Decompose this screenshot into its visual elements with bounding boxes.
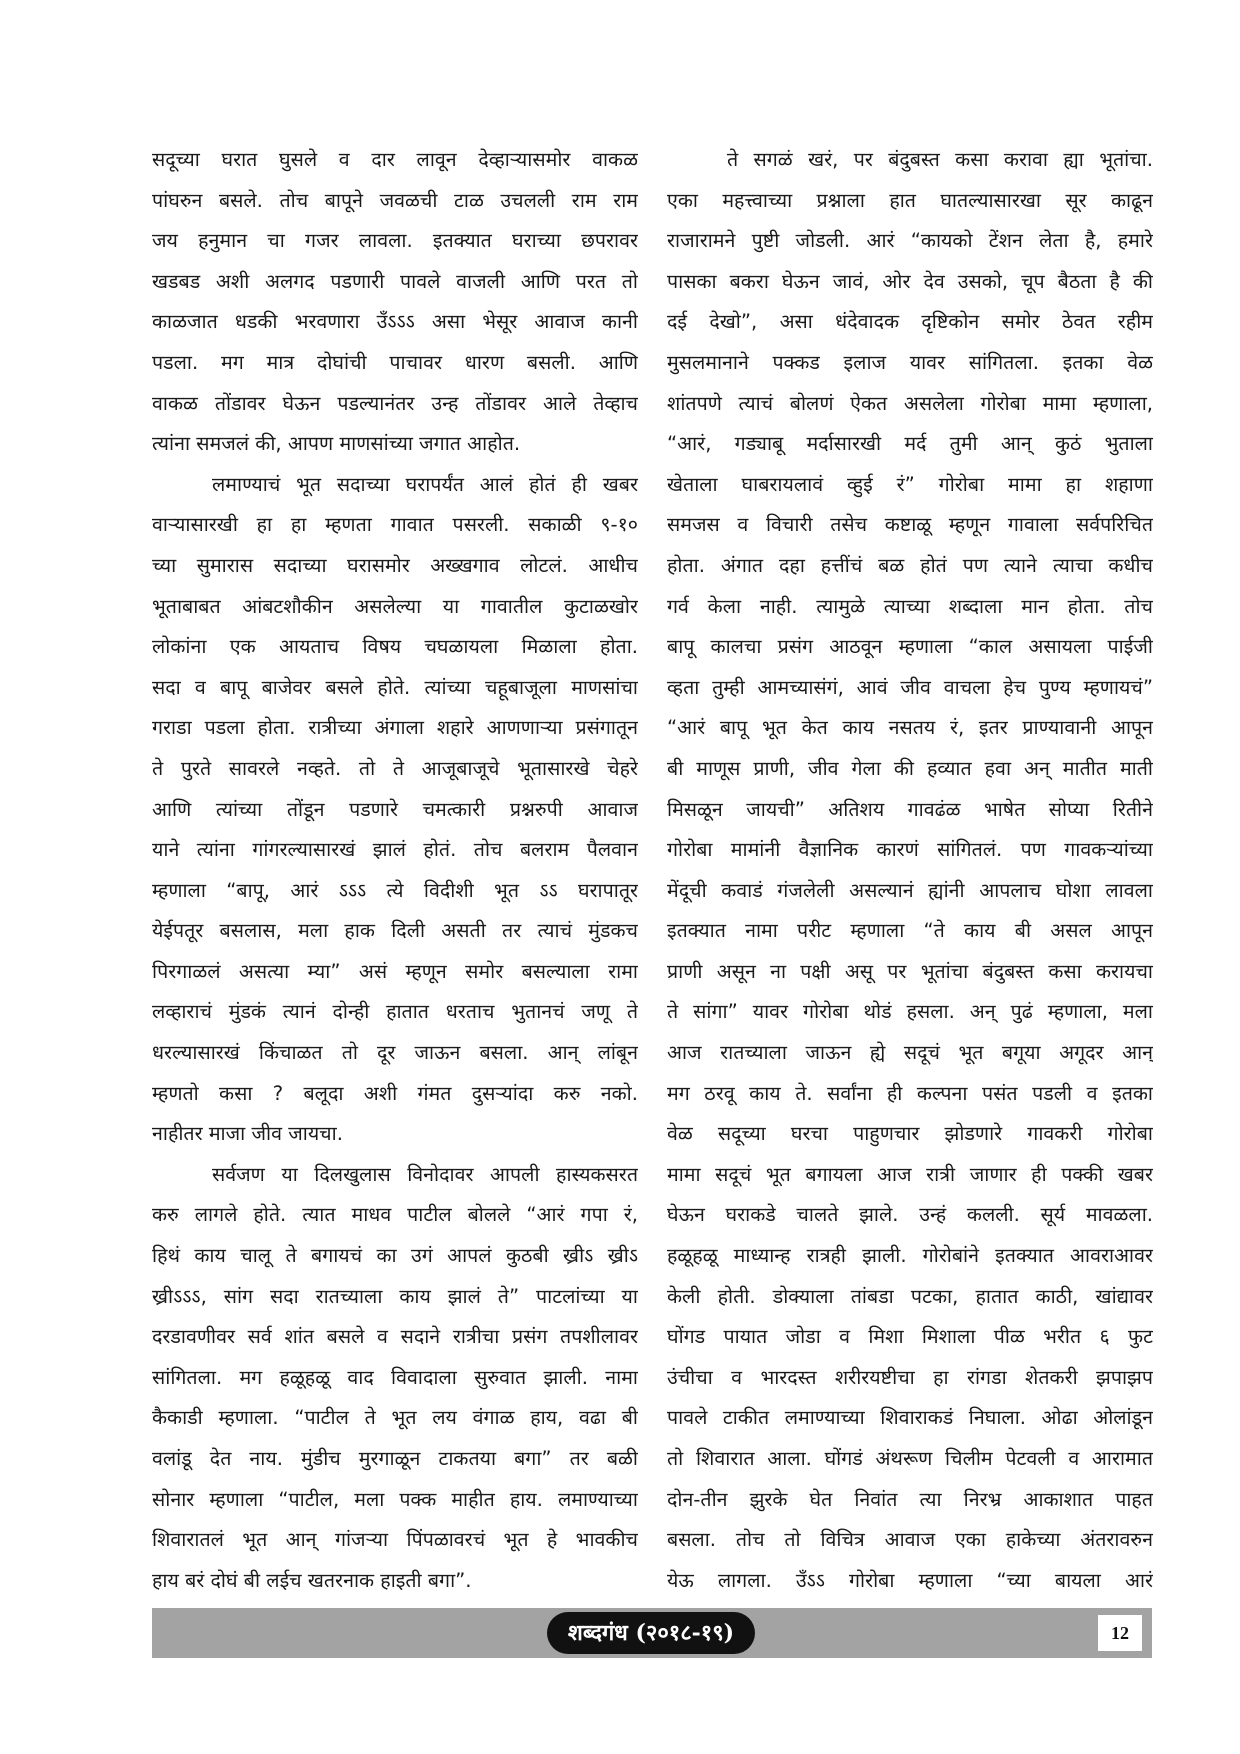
text-line: खेताला घाबरायलावं व्हुई रं” गोरोबा मामा हा शहाणा [667, 472, 1153, 496]
text-line: ते सांगा” यावर गोरोबा थोडं हसला. अन् पुढं म्हणाला, मला [667, 1000, 1153, 1024]
text-line: त्यांना समजलं की, आपण माणसांच्या जगात आहोत. [152, 432, 521, 456]
text-line: पावले टाकीत लमाण्याच्या शिवाराकडं निघाला. ओढा ओलांडून [667, 1406, 1153, 1430]
text-line: घोंगड पायात जोडा व मिशा मिशाला पीळ भरीत ६ फुट [667, 1325, 1153, 1349]
right-column [667, 140, 1153, 1601]
text-line: घेऊन घराकडे चालते झाले. उन्हं कलली. सूर्य मावळला. [667, 1203, 1153, 1227]
text-line: सांगितला. मग हळूहळू वाद विवादाला सुरुवात झाली. नामा [152, 1365, 638, 1389]
text-line: गर्व केला नाही. त्यामुळे त्याच्या शब्दाला मान होता. तोच [667, 594, 1153, 618]
text-line: धरल्यासारखं किंचाळत तो दूर जाऊन बसला. आन् लांबून [152, 1041, 638, 1065]
text-line: वाऱ्यासारखी हा हा म्हणता गावात पसरली. सकाळी ९-१० [152, 513, 638, 537]
text-line: प्राणी असून ना पक्षी असू पर भूतांचा बंदुबस्त कसा करायचा [667, 959, 1153, 983]
paragraph-start-line: सर्वजण या दिलखुलास विनोदावर आपली हास्यकसरत [212, 1162, 638, 1186]
text-line: पडला. मग मात्र दोघांची पाचावर धारण बसली. आणि [152, 350, 638, 374]
text-line: “आरं बापू भूत केत काय नसतय रं, इतर प्राण्यावानी आपून [667, 716, 1153, 740]
text-line: एका महत्त्वाच्या प्रश्नाला हात घातल्यासारखा सूर काढून [667, 188, 1153, 212]
text-line: बी माणूस प्राणी, जीव गेला की हव्यात हवा अन् मातीत माती [667, 756, 1153, 780]
text-line: बापू कालचा प्रसंग आठवून म्हणाला “काल असायला पाईजी [667, 635, 1153, 659]
text-line: दई देखो”, असा धंदेवादक दृष्टिकोन समोर ठेवत रहीम [667, 310, 1153, 334]
text-line: हळूहळू माध्यान्ह रात्रही झाली. गोरोबांने इतक्यात आवराआवर [667, 1244, 1153, 1268]
text-line: “आरं, गड्याबू मर्दासारखी मर्द तुमी आन् कुठं भुताला [667, 432, 1153, 456]
text-line: राजारामने पुष्टी जोडली. आरं “कायको टेंशन लेता है, हमारे [667, 229, 1153, 253]
text-line: मुसलमानाने पक्कड इलाज यावर सांगितला. इतका वेळ [667, 350, 1153, 374]
text-line: शिवारातलं भूत आन् गांजऱ्या पिंपळावरचं भूत हे भावकीच [152, 1528, 638, 1552]
text-line: कैकाडी म्हणाला. “पाटील ते भूत लय वंगाळ हाय, वढा बी [152, 1406, 638, 1430]
text-line: समजस व विचारी तसेच कष्टाळू म्हणून गावाला सर्वपरिचित [667, 513, 1153, 537]
text-line: पिरगाळलं असत्या म्या” असं म्हणून समोर बसल्याला रामा [152, 959, 638, 983]
text-line: म्हणाला “बापू, आरं ऽऽऽ त्ये विदीशी भूत ऽऽ घरापातूर [152, 878, 638, 902]
text-line: गराडा पडला होता. रात्रीच्या अंगाला शहारे आणणाऱ्या प्रसंगातून [152, 716, 638, 740]
text-line: येईपतूर बसलास, मला हाक दिली असती तर त्याचं मुंडकच [152, 919, 638, 943]
text-line: हाय बरं दोघं बी लईच खतरनाक हाइती बगा”. [152, 1568, 472, 1592]
text-line: दरडावणीवर सर्व शांत बसले व सदाने रात्रीचा प्रसंग तपशीलावर [152, 1325, 638, 1349]
text-line: मेंदूची कवाडं गंजलेली असल्यानं ह्यांनी आपलाच घोशा लावला [667, 878, 1153, 902]
text-line: जय हनुमान चा गजर लावला. इतक्यात घराच्या छपरावर [152, 229, 638, 253]
text-line: शांतपणे त्याचं बोलणं ऐकत असलेला गोरोबा मामा म्हणाला, [667, 391, 1153, 415]
text-line: मामा सदूचं भूत बगायला आज रात्री जाणार ही पक्की खबर [667, 1162, 1153, 1186]
page-number: 12 [1098, 1615, 1142, 1651]
text-line: तो शिवारात आला. घोंगडं अंथरूण चिलीम पेटवली व आरामात [667, 1447, 1153, 1470]
text-line: आज रातच्याला जाऊन ह्ये सदूचं भूत बगूया अगूदर आन् [667, 1041, 1153, 1065]
text-line: पासका बकरा घेऊन जावं, ओर देव उसको, चूप बैठता है की [667, 269, 1153, 293]
text-line: लव्हाराचं मुंडकं त्यानं दोन्ही हातात धरताच भुतानचं जणू ते [152, 1000, 638, 1024]
text-line: होता. अंगात दहा हत्तींचं बळ होतं पण त्याने त्याचा कधीच [667, 553, 1153, 577]
text-line: सदूच्या घरात घुसले व दार लावून देव्हाऱ्यासमोर वाकळ [152, 148, 638, 171]
text-line: उंचीचा व भारदस्त शरीरयष्टीचा हा रांगडा शेतकरी झपाझप [667, 1365, 1153, 1389]
text-line: दोन-तीन झुरके घेत निवांत त्या निरभ्र आकाशात पाहत [667, 1487, 1153, 1511]
text-line: केली होती. डोक्याला तांबडा पटका, हातात काठी, खांद्यावर [667, 1284, 1153, 1308]
page-footer [152, 1608, 1152, 1658]
text-line: येऊ लागला. उँऽऽ गोरोबा म्हणाला “च्या बायला आरं [667, 1568, 1153, 1592]
text-line: वलांडू देत नाय. मुंडीच मुरगाळून टाकतया बगा” तर बळी [152, 1447, 638, 1470]
text-line: आणि त्यांच्या तोंडून पडणारे चमत्कारी प्रश्नरुपी आवाज [152, 797, 638, 821]
text-line: सदा व बापू बाजेवर बसले होते. त्यांच्या चहूबाजूला माणसांचा [152, 675, 638, 699]
text-line: गोरोबा मामांनी वैज्ञानिक कारणं सांगितलं. पण गावकऱ्यांच्या [667, 838, 1153, 862]
text-line: सोनार म्हणाला “पाटील, मला पक्क माहीत हाय. लमाण्याच्या [152, 1487, 638, 1511]
text-line: पांघरुन बसले. तोच बापूने जवळची टाळ उचलली राम राम [152, 188, 638, 212]
journal-title: शब्दगंध (२०१८-१९) [547, 1612, 755, 1654]
text-line: वेळ सदूच्या घरचा पाहुणचार झोडणारे गावकरी गोरोबा [667, 1122, 1153, 1146]
paragraph-start-line: ते सगळं खरं, पर बंदुबस्त कसा करावा ह्या भूतांचा. [727, 148, 1153, 171]
text-line: नाहीतर माजा जीव जायचा. [152, 1122, 343, 1146]
text-line: च्या सुमारास सदाच्या घरासमोर अख्खगाव लोटलं. आधीच [152, 553, 638, 577]
text-line: इतक्यात नामा परीट म्हणाला “ते काय बी असल आपून [667, 919, 1153, 943]
text-line: व्हता तुम्ही आमच्यासंगं, आवं जीव वाचला हेच पुण्य म्हणायचं” [667, 675, 1153, 699]
text-line: ते पुरते सावरले नव्हते. तो ते आजूबाजूचे भूतासारखे चेहरे [152, 756, 638, 780]
text-line: लोकांना एक आयताच विषय चघळायला मिळाला होता. [152, 635, 638, 659]
left-column [152, 140, 638, 1601]
text-line: बसला. तोच तो विचित्र आवाज एका हाकेच्या अंतरावरुन [667, 1528, 1153, 1552]
text-line: ख्रीऽऽऽ, सांग सदा रातच्याला काय झालं ते” पाटलांच्या या [152, 1284, 638, 1308]
text-line: मग ठरवू काय ते. सर्वांना ही कल्पना पसंत पडली व इतका [667, 1081, 1153, 1105]
text-line: वाकळ तोंडावर घेऊन पडल्यानंतर उन्ह तोंडावर आले तेव्हाच [152, 391, 638, 415]
text-line: भूताबाबत आंबटशौकीन असलेल्या या गावातील कुटाळखोर [152, 594, 638, 618]
paragraph-start-line: लमाण्याचं भूत सदाच्या घरापर्यंत आलं होतं ही खबर [212, 472, 638, 496]
text-line: म्हणतो कसा ? बलूदा अशी गंमत दुसऱ्यांदा करु नको. [152, 1081, 638, 1105]
text-line: करु लागले होते. त्यात माधव पाटील बोलले “आरं गपा रं, [152, 1203, 638, 1227]
text-line: मिसळून जायची” अतिशय गावढंळ भाषेत सोप्या रितीने [667, 797, 1153, 821]
text-line: याने त्यांना गांगरल्यासारखं झालं होतं. तोच बलराम पैलवान [152, 838, 638, 862]
text-line: खडबड अशी अलगद पडणारी पावले वाजली आणि परत तो [152, 269, 638, 293]
text-line: काळजात धडकी भरवणारा उँऽऽऽ असा भेसूर आवाज कानी [152, 310, 638, 334]
text-line: हिथं काय चालू ते बगायचं का उगं आपलं कुठबी ख्रीऽ ख्रीऽ [152, 1244, 638, 1268]
